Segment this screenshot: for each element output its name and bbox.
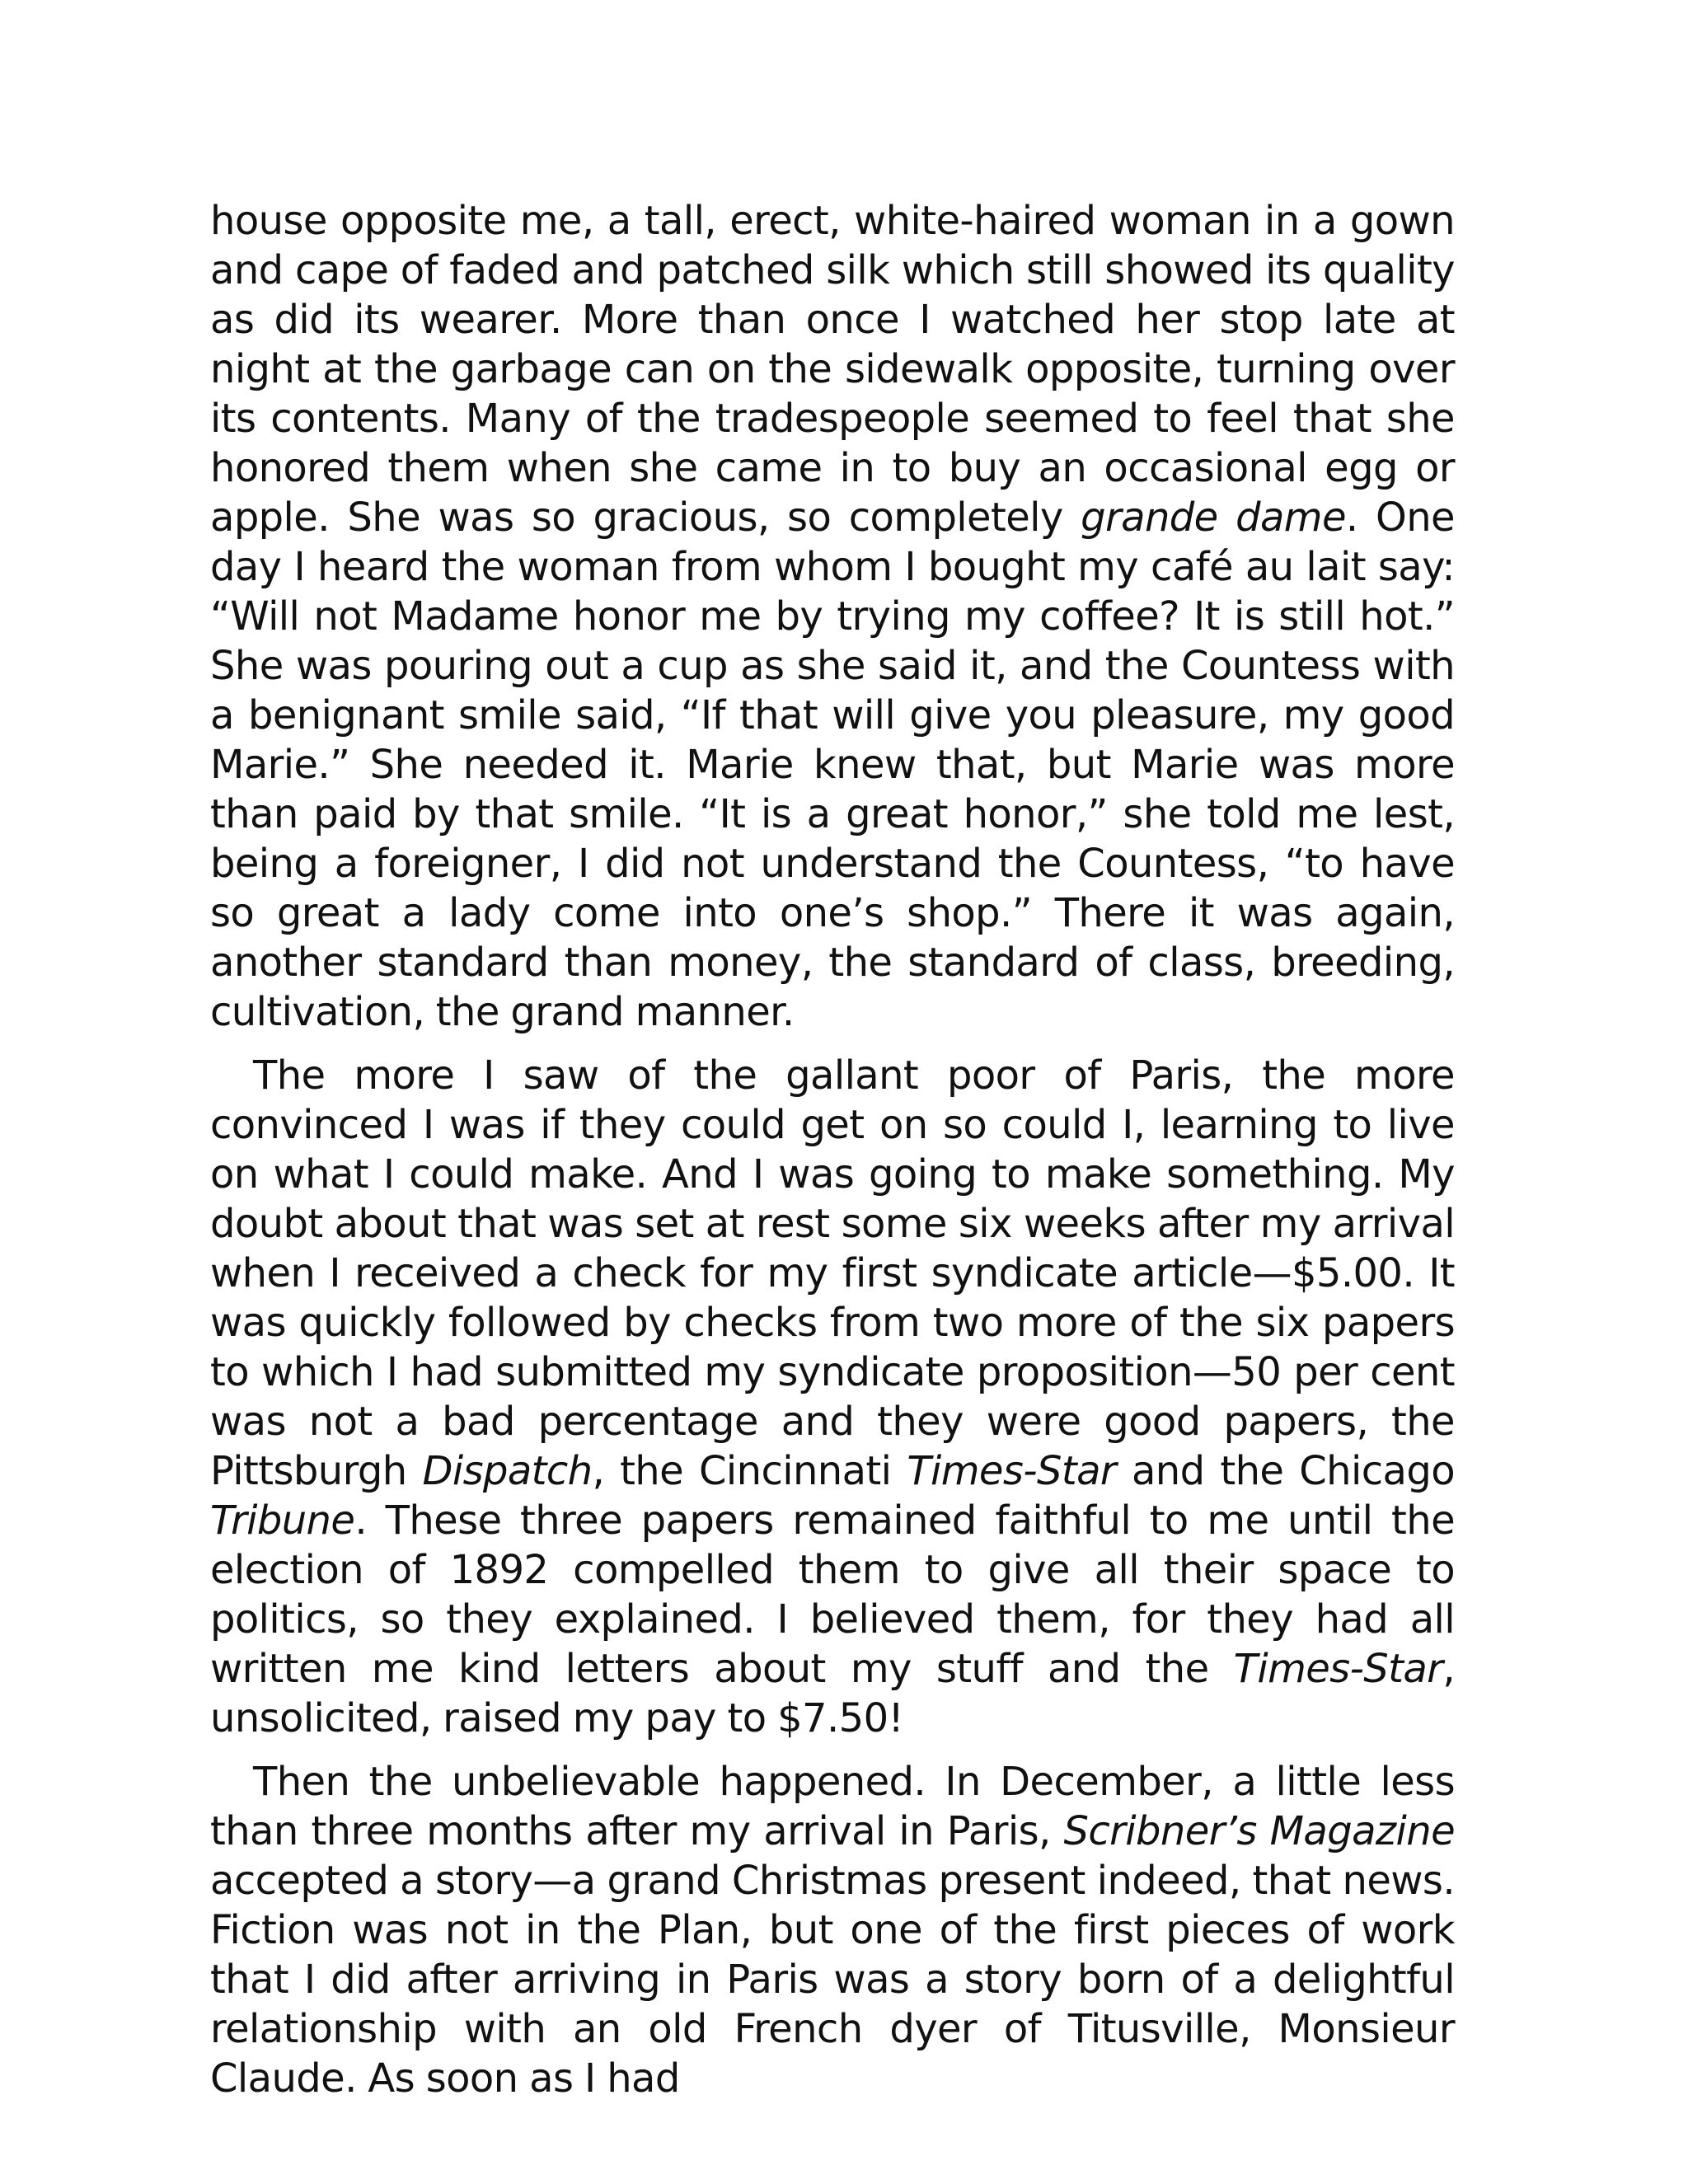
paragraph-1 xyxy=(210,196,1455,1037)
italic-text-segment: Dispatch xyxy=(422,1448,593,1494)
paragraph-3 xyxy=(210,1757,1455,2103)
italic-text-segment: Tribune xyxy=(210,1497,355,1544)
italic-text-segment: grande dame xyxy=(1081,494,1346,541)
text-segment: house opposite me, a tall, erect, white-haired woman in a gown and cape of faded and patched silk which still showed its quality as did its wearer. More than once I watched her stop late at night at the garbage can on the sidewalk opposite, turning over its contents. Many of the tradespeople seemed to feel that she honored them when she came in to buy an occasional egg or apple. She was so gracious, so completely xyxy=(210,198,1455,541)
text-segment: and the Chicago xyxy=(1116,1448,1455,1494)
paragraph-2 xyxy=(210,1051,1455,1743)
text-segment: , unsolicited, raised my pay to $7.50! xyxy=(210,1646,1455,1741)
text-segment: Then the unbelievable happened. In December, a little less than three months after my arrival in Paris, xyxy=(210,1759,1455,1854)
text-segment: accepted a story—a grand Christmas present indeed, that news. Fiction was not in the Plan, but one of the first pieces of work that I did after arriving in Paris was a story born of a delightful relationship with an old French dyer of Titusville, Monsieur Claude. As soon as I had xyxy=(210,1858,1455,2102)
italic-text-segment: Times-Star xyxy=(1233,1646,1443,1692)
italic-text-segment: Times-Star xyxy=(907,1448,1117,1494)
page-body xyxy=(210,196,1455,2117)
text-segment: , the Cincinnati xyxy=(592,1448,907,1494)
text-segment: The more I saw of the gallant poor of Paris, the more convinced I was if they could get on so could I, learning to live on what I could make. And I was going to make something. My doubt about that was set at rest some six weeks after my arrival when I received a check for my first syndicate article—$5.00. It was quickly followed by checks from two more of the six papers to which I had submitted my syndicate proposition—50 per cent was not a bad percentage and they were good papers, the Pittsburgh xyxy=(210,1052,1455,1494)
italic-text-segment: Scribner’s Magazine xyxy=(1063,1808,1455,1854)
text-segment: . These three papers remained faithful to me until the election of 1892 compelled them to give all their space to politics, so they explained. I believed them, for they had all written me kind letters about my stuff and the xyxy=(210,1497,1455,1692)
text-segment: . One day I heard the woman from whom I bought my café au lait say: “Will not Madame honor me by trying my coffee? It is still hot.” She was pouring out a cup as she said it, and the Countess with a benignant smile said, “If that will give you pleasure, my good Marie.” She needed it. Marie knew that, but Marie was more than paid by that smile. “It is a great honor,” she told me lest, being a foreigner, I did not understand the Countess, “to have so great a lady come into one’s shop.” There it was again, another standard than money, the standard of class, breeding, cultivation, the grand manner. xyxy=(210,494,1455,1035)
